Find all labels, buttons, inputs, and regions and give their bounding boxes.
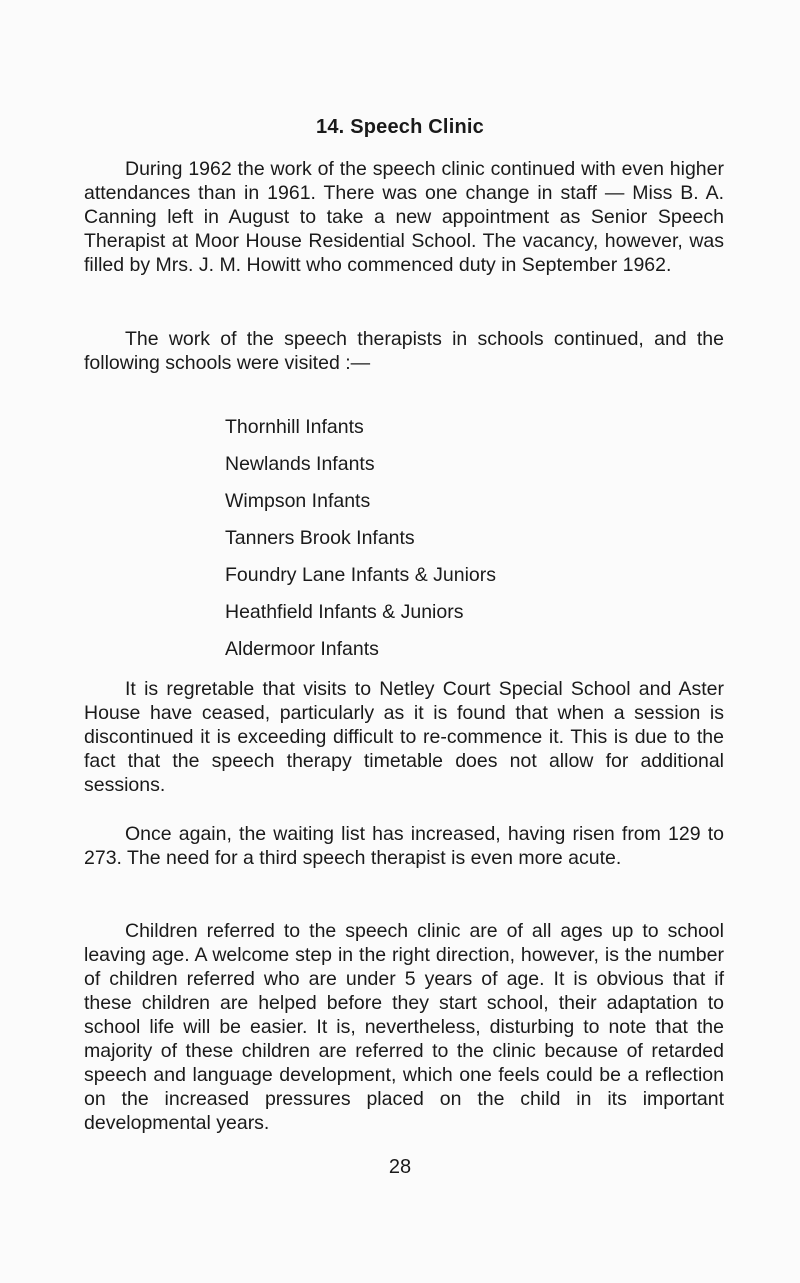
paragraph-referrals: Children referred to the speech clinic are of all ages up to school leaving age. A welcome step in the right direction, however, is the number of children referred who are under 5 years of age. It is obvious that if these children are helped before they start school, their adaptation to school life will be easier. It is, nevertheless, disturbing to note that the majority of these children are referred to the clinic because of retarded speech and language development, which one feels could be a reflection on the increased pressures placed on the child in its important developmental years. (84, 920, 724, 1134)
list-item: Thornhill Infants (225, 416, 364, 438)
schools-visited-list (225, 409, 496, 668)
list-item: Wimpson Infants (225, 490, 371, 512)
list-item: Tanners Brook Infants (225, 527, 415, 549)
paragraph-staff-change: During 1962 the work of the speech clinic continued with even higher attendances than in 1961. There was one change in staff — Miss B. A. Canning left in August to take a new appointment as Senior Speech Therapist at Moor House Residential School. The vacancy, however, was filled by Mrs. J. M. Howitt who commenced duty in September 1962. (84, 158, 724, 276)
list-item: Heathfield Infants & Juniors (225, 601, 464, 623)
list-item: Newlands Infants (225, 453, 375, 475)
paragraph-visits-ceased: It is regretable that visits to Netley Court Special School and Aster House have ceased, particularly as it is found that when a session is discontinued it is exceeding difficult to re-commence it. This is due to the fact that the speech therapy timetable does not allow for additional sessions. (84, 678, 724, 796)
list-item: Foundry Lane Infants & Juniors (225, 564, 496, 586)
section-heading: 14. Speech Clinic (316, 116, 484, 138)
list-item: Aldermoor Infants (225, 638, 379, 660)
paragraph-schools-intro: The work of the speech therapists in schools continued, and the following schools were visited :— (84, 328, 724, 374)
page-number: 28 (388, 1156, 412, 1178)
paragraph-waiting-list: Once again, the waiting list has increased, having risen from 129 to 273. The need for a third speech therapist is even more acute. (84, 823, 724, 869)
